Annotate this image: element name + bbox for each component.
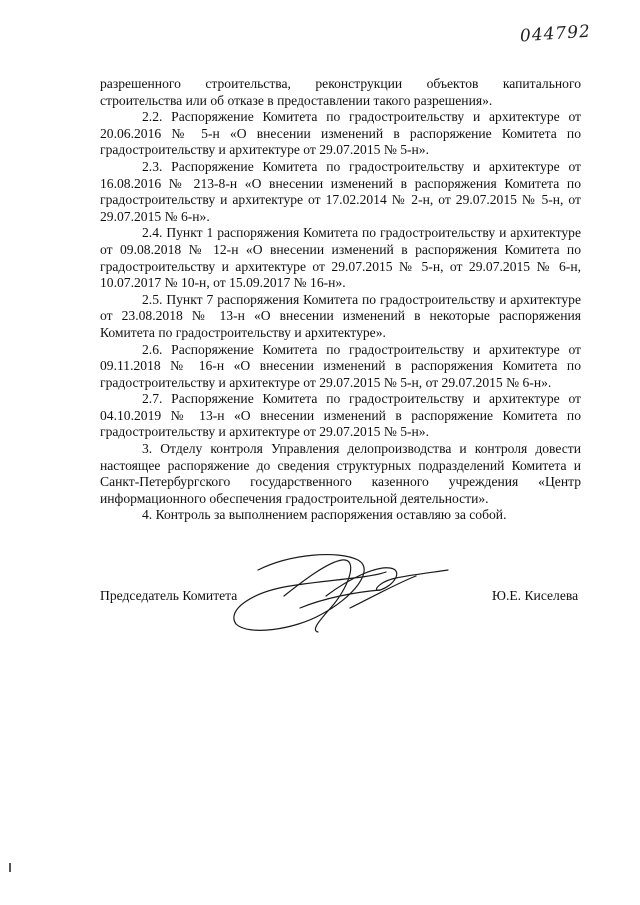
paragraph-2-3: 2.3. Распоряжение Комитета по градостроительству и архитектуре от 16.08.2016 № 213-8-н «О внесении изменений в распоряжения Комитета по градостроительству и архитектуре от 17.02.2014 № 2-н, от 29.07.2015 № 5-н, от 29.07.2015 № 6-н». (100, 158, 581, 224)
paragraph-3: 3. Отделу контроля Управления делопроизводства и контроля довести настоящее распоряжение до сведения структурных подразделений Комитета и Санкт-Петербургского государственного казенного учреждения «Центр информационного обеспечения градостроительной деятельности». (100, 441, 581, 506)
signatory-name: Ю.Е. Киселева (492, 588, 579, 603)
handwritten-signature (230, 548, 460, 638)
paragraph-4: 4. Контроль за выполнением распоряжения оставляю за собой. (142, 507, 507, 523)
paragraph-2-7: 2.7. Распоряжение Комитета по градостроительству и архитектуре от 04.10.2019 № 13-н «О внесении изменений в распоряжение Комитета по градостроительству и архитектуре от 29.07.2015 № 5-н». (100, 391, 581, 440)
signatory-position: Председатель Комитета (100, 588, 238, 603)
paragraph-2-5: 2.5. Пункт 7 распоряжения Комитета по градостроительству и архитектуре от 23.08.2018 № 13-н «О внесении изменений в некоторые распоряжения Комитета по градостроительству и архитектуре». (100, 291, 581, 340)
handwritten-doc-number: 044792 (519, 21, 592, 47)
paragraph-2-6: 2.6. Распоряжение Комитета по градостроительству и архитектуре от 09.11.2018 № 16-н «О внесении изменений в распоряжения Комитета по градостроительству и архитектуре от 29.07.2015 № 5-н, от 29.07.2015 № 6-н». (100, 341, 581, 390)
paragraph-2-2: 2.2. Распоряжение Комитета по градостроительству и архитектуре от 20.06.2016 № 5-н «О внесении изменений в распоряжение Комитета по градостроительству и архитектуре от 29.07.2015 № 5-н». (100, 109, 581, 158)
paragraph-2-4: 2.4. Пункт 1 распоряжения Комитета по градостроительству и архитектуре от 09.08.2018 № 12-н «О внесении изменений в распоряжения Комитета по градостроительству и архитектуре от 29.07.2015 № 5-н, от 29.07.2015 № 6-н, 10.07.2017 № 10-н, от 15.09.2017 № 16-н». (100, 225, 581, 291)
scan-edge-mark (9, 863, 11, 872)
paragraph-continuation: разрешенного строительства, реконструкции объектов капитального строительства или об отказе в предоставлении такого разрешения». (100, 76, 581, 108)
document-body (100, 76, 581, 524)
